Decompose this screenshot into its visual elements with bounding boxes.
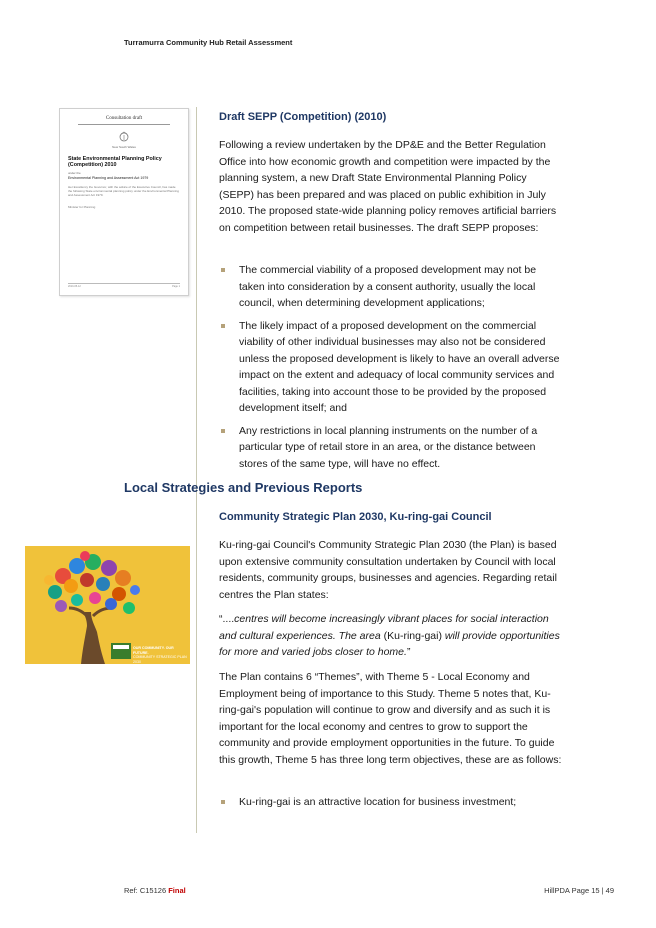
csp-paragraph-1-text: Ku-ring-gai Council's Community Strategic Plan 2030 (the Plan) is based upon extensive community consultation undertaken by Council with local residents, community groups, businesses and agencies. Regarding retail centres the Plan states: — [219, 539, 557, 601]
thumb-footer-right: Page 1 — [172, 285, 180, 288]
quote-part-2: (Ku-ring-gai) — [380, 629, 445, 642]
thumb-title: State Environmental Planning Policy (Competition) 2010 — [68, 156, 162, 169]
thumb-draft-label: Consultation draft — [105, 116, 143, 121]
thumb-act: Environmental Planning and Assessment Act 1979 — [68, 176, 149, 180]
thumb-under-label: under the — [68, 171, 81, 175]
quote-open: “.... — [219, 613, 235, 625]
coat-of-arms-icon — [118, 131, 130, 143]
list-item: The commercial viability of a proposed development may not be taken into consideration by a consent authority, usually the local council, when determining development applications; — [219, 262, 564, 312]
list-item: The likely impact of a proposed development on the commercial viability of other individual businesses may also not be considered unless the proposed development is likely to have an overall adverse impact on the extent and adequacy of local community services and facilities, taking into account those to be provided by the proposed development itself; and — [219, 318, 564, 417]
column-divider — [196, 107, 197, 833]
csp-paragraph-2-text: The Plan contains 6 “Themes”, with Theme 5 - Local Economy and Employment being of importance to this Study. Theme 5 notes that, Ku-ring-gai's population will continue to grow and diversify and as such it is important for the local economy and centres to grow to support the community and provide employment opportunities in the future. To guide this growth, Theme 5 has three long term objectives, these are as follows: — [219, 671, 562, 766]
thumb-minister: Minister for Planning — [68, 205, 96, 209]
thumb-body: Her Excellency the Governor, with the advice of the Executive Council, has made the following State environmental planning policy under the Environmental Planning and Assessment Act 1979. — [68, 185, 179, 197]
csp-heading: Community Strategic Plan 2030, Ku-ring-gai Council — [219, 511, 492, 523]
csp-quote — [219, 611, 564, 661]
footer-reference — [124, 886, 186, 895]
section-heading: Local Strategies and Previous Reports — [124, 480, 363, 495]
list-item: Ku-ring-gai is an attractive location for business investment; — [219, 794, 564, 811]
footer-ref-prefix: Ref: C15126 — [124, 886, 169, 895]
running-header: Turramurra Community Hub Retail Assessment — [124, 38, 293, 47]
cover-line-1: OUR COMMUNITY. OUR FUTURE. — [133, 646, 174, 655]
sepp-document-thumbnail — [59, 108, 189, 296]
thumb-gov-label: New South Wales — [112, 145, 136, 149]
sepp-heading: Draft SEPP (Competition) (2010) — [219, 111, 387, 123]
footer-ref-status: Final — [168, 886, 186, 895]
quote-part-1: centres will become increasingly vibrant places for social interaction and cultural experiences. The area — [219, 613, 549, 642]
thumb-footer-rule — [68, 283, 180, 284]
sepp-bullet-list — [219, 262, 564, 478]
footer-page-number: HillPDA Page 15 | 49 — [544, 886, 614, 895]
sepp-paragraph — [219, 137, 564, 236]
cover-line-2: COMMUNITY STRATEGIC PLAN 2030 — [133, 655, 187, 664]
thumb-footer-left: 2010-05-12 — [68, 285, 81, 288]
thumb-rule — [78, 124, 170, 125]
csp-cover-image — [25, 546, 190, 664]
csp-bullet-list — [219, 794, 564, 811]
list-item: Any restrictions in local planning instruments on the number of a particular type of retail store in an area, or the distance between stores of the same type, will have no effect. — [219, 423, 564, 473]
csp-quote-text — [219, 611, 564, 661]
csp-paragraph-2 — [219, 669, 564, 768]
quote-close: ” — [406, 646, 411, 658]
csp-paragraph-1 — [219, 537, 564, 603]
cover-caption — [133, 646, 190, 664]
quote-part-3: will provide opportunities for more and varied jobs closer to home. — [219, 629, 560, 658]
sepp-paragraph-text: Following a review undertaken by the DP&E and the Better Regulation Office into how economic growth and competition were impacted by the planning system, a new Draft State Environmental Planning Policy (SEPP) has been prepared and was placed on public exhibition in July 2010. The proposed state-wide planning policy removes artificial barriers on competition between retail businesses. The draft SEPP proposes: — [219, 139, 557, 234]
